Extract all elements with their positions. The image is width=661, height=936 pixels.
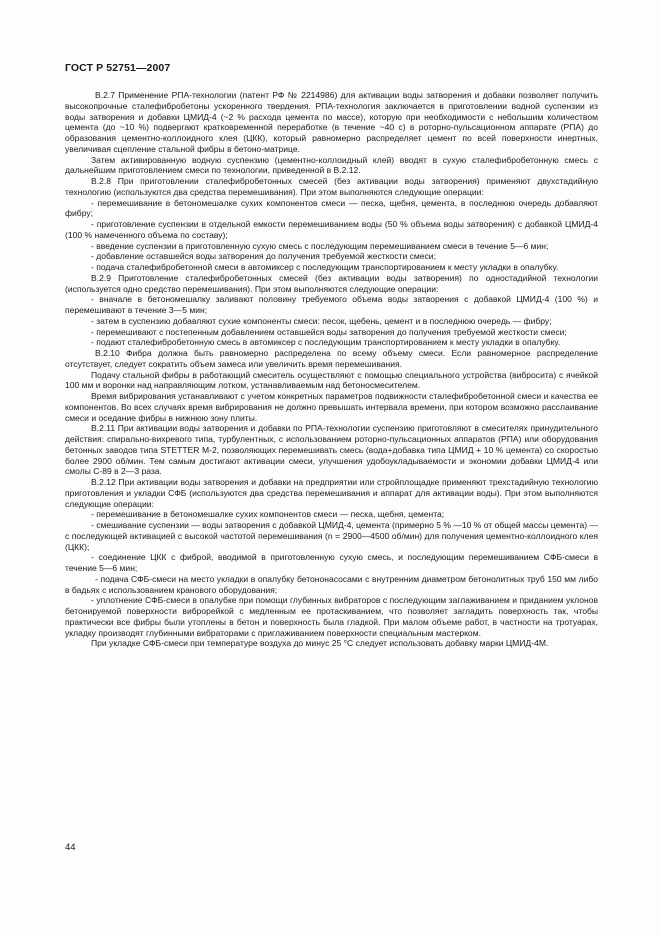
- list-item: - введение суспензии в приготовленную сухую смесь с последующим перемешиванием смеси в течение 5—6 мин;: [91, 240, 549, 251]
- paragraph-b-2-12: В.2.12 При активации воды затворения и добавки на предприятии или стройплощадке применяют трехстадийную технологию приготовления и укладки СФБ (используются два средства перемешивания и аппарат для активации воды). При этом выполняются следующие операции:: [65, 477, 598, 509]
- list-item: - приготовление суспензии в отдельной емкости перемешиванием воды (50 % объема воды затворения) с добавкой ЦМИД-4 (100 % намеченного объема по составу);: [65, 219, 598, 240]
- list-item: - соединение ЦКК с фиброй, вводимой в приготовленную сухую смесь, и последующим перемешиванием СФБ-смеси в течение 5—6 мин;: [65, 552, 598, 573]
- paragraph-b-2-11: В.2.11 При активации воды затворения и добавки по РПА-технологии суспензию приготовляют в смесителях принудительного действия: спирально-вихревого типа, турбулентных, с использованием роторно-пульсационных аппаратов (РПА) или оборудования бетонных заводов типа STETTER М-2, позволяющих перемешивать смесь (вода+добавка типа ЦМИД + 10 % цемента) со скоростью более 2900 об/мин. Тем самым достигают активации смеси, улучшения удобоукладываемости и экономии добавки ЦМИД-4 или смолы С-89 в 2—3 раза.: [65, 423, 598, 477]
- list-item: - перемешивание в бетономешалке сухих компонентов смеси — песка, щебня, цемента, в последнюю очередь добавляют фибру;: [65, 197, 598, 219]
- list-item: - перемешивают с постепенным добавлением оставшейся воды затворения до получения требуемой жесткости смеси;: [91, 326, 567, 337]
- list-item: - смешивание суспензии — воды затворения с добавкой ЦМИД-4, цемента (примерно 5 % —10 % от общей массы цемента) — с последующей активацией с высокой частотой перемешивания (n = 2900—4500 об/мин) для получения цементно-коллоидного клея (ЦКК);: [65, 520, 598, 552]
- list-item: - подача СФБ-смеси на место укладки в опалубку бетононасосами с внутренним диаметром бетонолитных труб 150 мм либо в бадьях с использованием кранового оборудования;: [65, 573, 598, 595]
- list-item: - уплотнение СФБ-смеси в опалубке при помощи глубинных вибраторов с последующим заглаживанием и приданием уклонов бетонируемой поверхности виброрейкой с медленным ее протаскиванием, что позволяет загладить поверхность так, чтобы практически все фибры были утоплены в бетон и поверхность была гладкой. При малом объеме работ, в частности на тротуарах, укладку производят глубинными вибраторами с приглаживанием поверхности специальным мастерком.: [65, 595, 598, 638]
- paragraph-b-2-9: В.2.9 Приготовление сталефибробетонных смесей (без активации воды затворения) по одностадийной технологии (используется одно средство перемешивания). При этом выполняются следующие операции:: [65, 272, 598, 294]
- list-item: - перемешивание в бетономешалке сухих компонентов смеси — песка, щебня, цемента;: [91, 509, 445, 520]
- list-item: - затем в суспензию добавляют сухие компоненты смеси: песок, щебень, цемент и в последнюю очередь — фибру;: [91, 315, 552, 326]
- paragraph: При укладке СФБ-смеси при температуре воздуха до минус 25 °С следует использовать добавку марки ЦМИД-4М.: [91, 638, 549, 649]
- list-item: - добавление оставшейся воды затворения до получения требуемой жесткости смеси;: [91, 251, 436, 262]
- list-item: - вначале в бетономешалку заливают половину требуемого объема воды затворения с добавкой ЦМИД-4 (100 %) и перемешивают в течение 3—5 мин;: [65, 294, 598, 315]
- list-item: - подают сталефибробетонную смесь в автомиксер с последующим транспортированием к месту укладки в опалубку.: [91, 337, 561, 348]
- list-item: - подача сталефибробетонной смеси в автомиксер с последующим транспортированием к месту укладки в опалубку.: [91, 262, 559, 272]
- page-number: 44: [65, 842, 76, 853]
- paragraph: Подачу стальной фибры в работающий смеситель осуществляют с помощью специального устройства (вибросита) с ячейкой 100 мм и воронки над направляющим лотком, устанавливаемым над бетоносмесителем.: [65, 369, 598, 391]
- paragraph: Затем активированную водную суспензию (цементно-коллоидный клей) вводят в сухую сталефибробетонную смесь с дальнейшим приготовлением смеси по технологии, приведенной в В.2.12.: [65, 154, 598, 176]
- paragraph-b-2-7: В.2.7 Применение РПА-технологии (патент РФ № 2214986) для активации воды затворения и добавки позволяет получить высокопрочные сталефибробетоны ускоренного твердения. РПА-технология заключается в приготовлении водной суспензии из воды затворения и добавки ЦМИД-4 (~2 % расхода цемента по массе), которую при необходимости с небольшим количеством цемента (до ~10 %) подвергают кратковременной переработке (в течение ~40 с) в роторно-пульсационном аппарате (РПА) до образования цементно-коллоидного клея (ЦКК), который равномерно распределяет цемент по всей поверхности инертных, увеличивая сцепление стальной фибры в бетоно-матрице.: [65, 90, 598, 154]
- standard-header: ГОСТ Р 52751—2007: [65, 62, 171, 74]
- document-body: [65, 90, 598, 649]
- paragraph-b-2-10: В.2.10 Фибра должна быть равномерно распределена по всему объему смеси. Если равномерное распределение отсутствует, следует сократить объем замеса или увеличить время перемешивания.: [65, 348, 598, 369]
- paragraph-b-2-8: В.2.8 При приготовлении сталефибробетонных смесей (без активации воды затворения) применяют двухстадийную технологию (используются два средства перемешивания). При этом выполняются следующие операции:: [65, 176, 598, 197]
- paragraph: Время вибрирования устанавливают с учетом конкретных параметров подвижности сталефибробетонной смеси и качества ее компонентов. Во всех случаях время вибрирования не должно превышать интервала времени, при котором возможно расслаивание смеси и оседание фибры в нижнюю зону плиты.: [65, 391, 598, 423]
